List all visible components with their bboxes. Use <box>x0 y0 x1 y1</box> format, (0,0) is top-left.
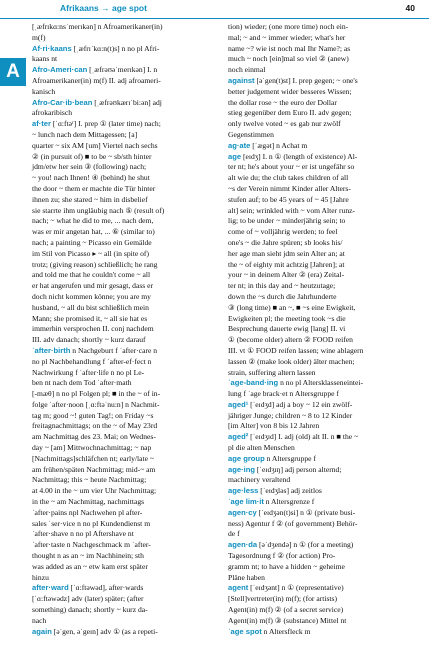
entry-line <box>228 141 400 152</box>
entry-line <box>228 130 400 141</box>
entry-text: lassen ② (make look older) älter machen; <box>228 356 355 366</box>
entry-line <box>32 22 204 33</box>
left-column <box>32 22 204 637</box>
entry-text: mal; ~ and ~ immer wieder; what's her <box>228 32 346 42</box>
entry-line <box>228 529 400 540</box>
entry-text: im Stil von Picasso ▸ ~ all (in spite of) <box>32 248 149 258</box>
page-header <box>0 0 429 19</box>
entry-text: [ˌæfrɪkɑ:nsˈmerɪkən] n Afroamerikaner(in) <box>32 22 163 31</box>
entry-text: [ˈeɪdʒɪŋ] adj person alternd; <box>255 464 342 474</box>
entry-text: name ~? wie ist noch mal Ihr Name?; as <box>228 43 351 53</box>
entry-text: am Nachmittag des 23. Mai; on Wednes- <box>32 432 156 442</box>
headword: age·less <box>228 486 259 496</box>
headword: Afro-Car·ib·bean <box>32 97 93 107</box>
entry-text: husband, ~ all du bist schließlich mein <box>32 302 149 312</box>
entry-line <box>228 206 400 217</box>
entry-text: machinery veraltend <box>228 475 291 485</box>
entry-line <box>32 583 204 594</box>
entry-text: stufen auf; to be 45 years of ~ 45 [Jahre <box>228 194 349 204</box>
entry-text: [ˌæfrɪˈkɑ:n(t)s] n no pl Afri- <box>71 43 160 53</box>
entry-text: lung f ˈage brack·et n Altersgruppe f <box>228 389 339 399</box>
entry-text: something) danach; shortly ~ kurz da- <box>32 605 148 615</box>
entry-text: tag m; good ~! guten Tag!; on Friday ~s <box>32 410 154 420</box>
entry-line <box>228 260 400 271</box>
headword: age·ing <box>228 464 256 474</box>
entry-text: jähriger Junge; children ~ 8 to 12 Kinder <box>228 410 353 420</box>
entry-line <box>228 270 400 281</box>
headword: ˈage spot <box>228 626 262 636</box>
entry-text: immerhin versprochen II. conj nachdem <box>32 324 154 334</box>
entry-line <box>228 195 400 206</box>
entry-line <box>32 562 204 573</box>
entry-text: ~ you! nach Ihnen! ④ (behind) he shut <box>32 173 150 183</box>
entry-line <box>228 583 400 594</box>
entry-line <box>228 378 400 389</box>
entry-text: lig; to be under ~ minderjährig sein; to <box>228 216 346 226</box>
entry-line <box>228 551 400 562</box>
entry-line <box>32 119 204 130</box>
entry-text: tion) wieder; (one more time) noch ein- <box>228 22 349 31</box>
entry-text: no pl Nachbehandlung f ˈafter-ef·fect n <box>32 356 152 366</box>
entry-line <box>228 465 400 476</box>
entry-line <box>32 475 204 486</box>
entry-line <box>228 346 400 357</box>
entry-text: n Nachgeburt f ˈafter·care n <box>70 345 158 355</box>
entry-text: [-mæθ] n no pl Folgen pl; ■ in the ~ of in- <box>32 389 161 399</box>
entry-text: ② (in pursuit of) ■ to be ~ sb/sth hinter <box>32 151 152 161</box>
entry-line <box>32 314 204 325</box>
entry-line <box>32 605 204 616</box>
section-letter-tab: A <box>0 58 26 86</box>
entry-line <box>32 206 204 217</box>
entry-line <box>32 44 204 55</box>
entry-line <box>32 108 204 119</box>
entry-line <box>32 465 204 476</box>
entry-text: day ~ [am] Mittwochnachmittag; ~ nap <box>32 443 152 453</box>
entry-line <box>32 573 204 584</box>
entry-line <box>32 368 204 379</box>
entry-text: III. adv danach; shortly ~ kurz darauf <box>32 335 146 345</box>
entry-line <box>32 627 204 638</box>
entry-text: nach; ~ what he did to me, ... nach dem, <box>32 216 154 226</box>
headword: aged¹ <box>228 399 249 409</box>
entry-text: Tagesordnung f ② (for action) Pro- <box>228 551 336 561</box>
entry-text: come of ~ volljährig werden; to feel <box>228 227 338 237</box>
entry-line <box>228 173 400 184</box>
page-number: 40 <box>405 3 415 13</box>
entry-text: [ˈeɪdʒɪd] I. adj (old) alt II. n ■ the ~ <box>248 432 359 442</box>
entry-text: gramm nt; to have a hidden ~ geheime <box>228 561 345 571</box>
headword: age <box>228 151 242 161</box>
entry-line <box>228 594 400 605</box>
entry-text: the door ~ them er machte die Tür hinter <box>32 183 156 193</box>
entry-line <box>32 33 204 44</box>
entry-text: [ˈeɪdʒənt] n ① (representative) <box>248 583 344 593</box>
entry-line <box>228 573 400 584</box>
entry-text: thought n as an ~ im Nachhinein; sth <box>32 551 144 561</box>
entry-line <box>32 346 204 357</box>
entry-text: sie starrte ihm ungläubig nach ⑤ (result of) <box>32 205 165 215</box>
entry-text: stieg gegenüber dem Euro II. adv gegen; <box>228 108 352 118</box>
entry-text: your ~ in deinem Alter ② (era) Zeital- <box>228 270 345 280</box>
headword: agent <box>228 583 249 593</box>
entry-line <box>32 54 204 65</box>
entry-line <box>228 432 400 443</box>
entry-line <box>228 281 400 292</box>
entry-line <box>32 281 204 292</box>
entry-text: [ˈeɪdʒləs] adj zeitlos <box>258 486 322 496</box>
entry-line <box>228 605 400 616</box>
entry-text: n Altersgrenze f <box>263 497 315 507</box>
entry-text: afrokaribisch <box>32 108 73 118</box>
entry-text: [əˈgen, əˈgeɪn] adv ① (as a repeti- <box>51 626 158 636</box>
entry-line <box>32 519 204 530</box>
entry-text: m(f) <box>32 32 46 42</box>
entry-text: [ˈɑ:ftəʳ] I. prep ① (later time) nach; <box>51 119 161 129</box>
entry-line <box>32 400 204 411</box>
entry-text: alt wie du; the club takes children of all <box>228 173 349 183</box>
entry-text: quarter ~ six AM [um] Viertel nach sechs <box>32 140 158 150</box>
entry-line <box>228 540 400 551</box>
entry-line <box>228 249 400 260</box>
entry-text: noch einmal <box>228 65 266 75</box>
entry-line <box>32 173 204 184</box>
headword: aged² <box>228 432 249 442</box>
entry-line <box>32 497 204 508</box>
entry-text: [əˈgen(t)st] I. prep gegen; ~ one's <box>254 75 358 85</box>
entry-text: was er mir angetan hat, ... ⑥ (similar to) <box>32 227 155 237</box>
entry-line <box>228 497 400 508</box>
entry-line <box>32 270 204 281</box>
entry-text: ~s der Verein nimmt Kinder aller Alters- <box>228 183 351 193</box>
entry-text: [im Alter] von 8 bis 12 Jahren <box>228 421 320 431</box>
entry-line <box>228 475 400 486</box>
entry-line <box>228 400 400 411</box>
entry-line <box>32 227 204 238</box>
entry-line <box>228 227 400 238</box>
entry-text: ③ (long time) ■ an ~, ■ ~s eine Ewigkeit, <box>228 302 356 312</box>
entry-text: ihnen zu; she stared ~ him in disbelief <box>32 194 148 204</box>
entry-text: Agent(in) m(f) ③ (substance) Mittel nt <box>228 615 347 625</box>
entry-line <box>32 551 204 562</box>
entry-text: folge ˈafter·noon [ˌɑ:ftəˈnu:n] n Nachmit- <box>32 399 160 409</box>
entry-line <box>32 87 204 98</box>
entry-line <box>32 357 204 368</box>
entry-text: Besprechung dauerte ewig [lang] II. vi <box>228 324 346 334</box>
entry-line <box>228 368 400 379</box>
entry-text: Afroamerikaner(in) m(f) II. adj afroameri- <box>32 75 161 85</box>
headword: Af·ri·kaans <box>32 43 72 53</box>
entry-line <box>228 152 400 163</box>
entry-line <box>32 76 204 87</box>
entry-text: in the ~ am Nachmittag, nachmittags <box>32 497 145 507</box>
entry-text: n no pl Altersklasseneintei- <box>278 378 363 388</box>
entry-text: [ˈeɪdʒd] adj a boy ~ 12 ein zwölf- <box>248 399 353 409</box>
entry-text: one's ~ die Jahre spüren; sb looks his/ <box>228 237 343 247</box>
entry-text: n Altersfleck m <box>261 626 311 636</box>
entry-line <box>228 421 400 432</box>
entry-text: trotz; (giving reason) schließlich; he rang <box>32 259 158 269</box>
entry-line <box>32 389 204 400</box>
entry-line <box>32 249 204 260</box>
entry-line <box>228 562 400 573</box>
entry-text: Mann; she promised it, ~ all sie hat es <box>32 313 148 323</box>
entry-text: hinzu <box>32 572 49 582</box>
entry-line <box>32 260 204 271</box>
entry-text: the ~ of eighty mit achtzig [Jahren]; at <box>228 259 345 269</box>
entry-line <box>228 324 400 335</box>
entry-text: ˈafter·pains npl Nachwehen pl after- <box>32 507 143 517</box>
entry-text: ˈafter·shave n no pl Aftershave nt <box>32 529 134 539</box>
entry-line <box>32 292 204 303</box>
entry-line <box>228 54 400 65</box>
entry-line <box>32 529 204 540</box>
entry-line <box>228 119 400 130</box>
headword: again <box>32 626 52 636</box>
entry-line <box>32 454 204 465</box>
headword: af·ter <box>32 119 51 129</box>
entry-line <box>228 87 400 98</box>
entry-text: Nachmittag; this ~ heute Nachmittag; <box>32 475 147 485</box>
entry-text: ben nt nach dem Tod ˈafter·math <box>32 378 132 388</box>
entry-line <box>228 303 400 314</box>
entry-line <box>32 486 204 497</box>
entry-line <box>32 594 204 605</box>
entry-line <box>228 98 400 109</box>
right-column <box>228 22 400 637</box>
headword: age group <box>228 453 265 463</box>
entry-text: Nachwirkung f ˈafter·life n no pl Le- <box>32 367 145 377</box>
headword: ˈage-band·ing <box>228 378 279 388</box>
headword: ˈage lim·it <box>228 497 264 507</box>
entry-text: [əˈdʒendə] n ① (for a meeting) <box>257 540 354 550</box>
headword: agen·cy <box>228 507 257 517</box>
entry-line <box>32 152 204 163</box>
entry-text: freitagnachmittags; on the ~ of May 23rd <box>32 421 158 431</box>
entry-text: nach <box>32 615 47 625</box>
entry-line <box>32 303 204 314</box>
entry-line <box>228 162 400 173</box>
entry-line <box>32 540 204 551</box>
entry-line <box>228 519 400 530</box>
entry-line <box>228 44 400 55</box>
entry-text: [ˌæfrəʊkærɪˈbi:ən] adj <box>92 97 162 107</box>
entry-line <box>228 314 400 325</box>
entry-line <box>32 141 204 152</box>
entry-text: and told me that he couldn't come ~ all <box>32 270 151 280</box>
entry-text: am frühen/späten Nachmittag; mid-~ am <box>32 464 156 474</box>
entry-line <box>32 324 204 335</box>
entry-line <box>32 421 204 432</box>
entry-line <box>32 616 204 627</box>
entry-line <box>228 216 400 227</box>
entry-text: [ˈægət] n Achat m <box>250 140 308 150</box>
entry-text: at 4.00 in the ~ um vier Uhr Nachmittag; <box>32 486 157 496</box>
entry-text: [ˈɑ:ftəwədz] adv (later) später; (after <box>32 594 144 604</box>
entry-line <box>32 508 204 519</box>
entry-line <box>228 184 400 195</box>
entry-text: de f <box>228 529 240 539</box>
entry-text: [ˈɑ:ftəwəd], after·wards <box>68 583 144 593</box>
entry-text: better judgement wider besseres Wissen; <box>228 86 352 96</box>
entry-text: alt] sein; wrinkled with ~ vom Alter runz- <box>228 205 356 215</box>
entry-text: ter nt; in this day and ~ heutzutage; <box>228 281 336 291</box>
entry-text: III. vt ① FOOD reifen lassen; wine ablagern <box>228 345 364 355</box>
entry-text: doch nicht kommen könne; you are my <box>32 291 151 301</box>
entry-line <box>228 76 400 87</box>
entry-text: n Altersgruppe f <box>264 453 316 463</box>
entry-text: nach; a painting ~ Picasso ein Gemälde <box>32 237 152 247</box>
entry-line <box>32 335 204 346</box>
entry-line <box>32 65 204 76</box>
entry-line <box>228 627 400 638</box>
entry-text: Agent(in) m(f) ② (of a secret service) <box>228 605 344 615</box>
entry-text: Pläne haben <box>228 572 265 582</box>
entry-text: [Nachmittags]schläfchen nt; early/late ~ <box>32 453 154 463</box>
entry-line <box>228 292 400 303</box>
headword: ˈafter·birth <box>32 345 71 355</box>
entry-line <box>32 432 204 443</box>
headword: ag·ate <box>228 140 251 150</box>
entry-text: kaans nt <box>32 54 58 64</box>
entry-line <box>228 357 400 368</box>
entry-line <box>228 411 400 422</box>
entry-text: [ˌæfrəʊəˈmerɪkən] I. n <box>87 65 158 75</box>
entry-text: [Stell]vertreter(in) m(f); (for artists) <box>228 594 338 604</box>
entry-text: ness) Agentur f ② (of government) Behör- <box>228 518 358 528</box>
entry-text: kanisch <box>32 86 56 96</box>
entry-text: [ˈeɪdʒən(t)si] n ① (private busi- <box>256 507 356 517</box>
entry-line <box>228 108 400 119</box>
entry-line <box>228 443 400 454</box>
entry-text: her age man sieht jdm sein Alter an; at <box>228 248 345 258</box>
entry-line <box>228 616 400 627</box>
entry-text: ① (become older) altern ② FOOD reifen <box>228 335 353 345</box>
entry-line <box>32 238 204 249</box>
entry-line <box>228 22 400 33</box>
entry-text: ˈafter·taste n Nachgeschmack m ˈafter- <box>32 540 151 550</box>
entry-text: sales ˈser·vice n no pl Kundendienst m <box>32 518 151 528</box>
entry-text: Ewigkeiten pl; the meeting took ~s die <box>228 313 346 323</box>
entry-line <box>228 508 400 519</box>
running-head: Afrikaans → age spot <box>60 3 147 13</box>
entry-text: much ~ noch [ein]mal so viel ② (anew) <box>228 54 349 64</box>
entry-text: [eɪdʒ] I. n ① (length of existence) Al- <box>241 151 358 161</box>
entry-text: er hat angerufen und mir gesagt, dass er <box>32 281 154 291</box>
entry-line <box>32 162 204 173</box>
headword: Afro-Ameri·can <box>32 65 88 75</box>
entry-line <box>228 238 400 249</box>
entry-line <box>32 98 204 109</box>
entry-text: was added as an ~ etw kam erst später <box>32 561 148 571</box>
entry-text: pl die alten Menschen <box>228 443 295 453</box>
entry-line <box>32 216 204 227</box>
entry-text: down the ~s durch die Jahrhunderte <box>228 291 337 301</box>
entry-text: Gegenstimmen <box>228 129 274 139</box>
entry-text: jdm/etw her sein ③ (following) nach; <box>32 162 147 172</box>
entry-line <box>228 33 400 44</box>
entry-line <box>32 195 204 206</box>
headword: against <box>228 75 255 85</box>
entry-line <box>32 184 204 195</box>
entry-text: ter nt; he's about your ~ er ist ungefähr so <box>228 162 355 172</box>
entry-line <box>32 130 204 141</box>
entry-text: ~ lunch nach dem Mittagessen; [a] <box>32 129 138 139</box>
entry-line <box>32 378 204 389</box>
entry-line <box>32 443 204 454</box>
entry-line <box>228 389 400 400</box>
headword: agen·da <box>228 540 258 550</box>
entry-text: strain, suffering altern lassen <box>228 367 316 377</box>
entry-line <box>228 335 400 346</box>
entry-line <box>228 486 400 497</box>
entry-text: only twelve voted ~ es gab nur zwölf <box>228 119 341 129</box>
entry-line <box>32 411 204 422</box>
entry-text: the dollar rose ~ the euro der Dollar <box>228 97 337 107</box>
entry-line <box>228 454 400 465</box>
entry-line <box>228 65 400 76</box>
headword: after·ward <box>32 583 69 593</box>
